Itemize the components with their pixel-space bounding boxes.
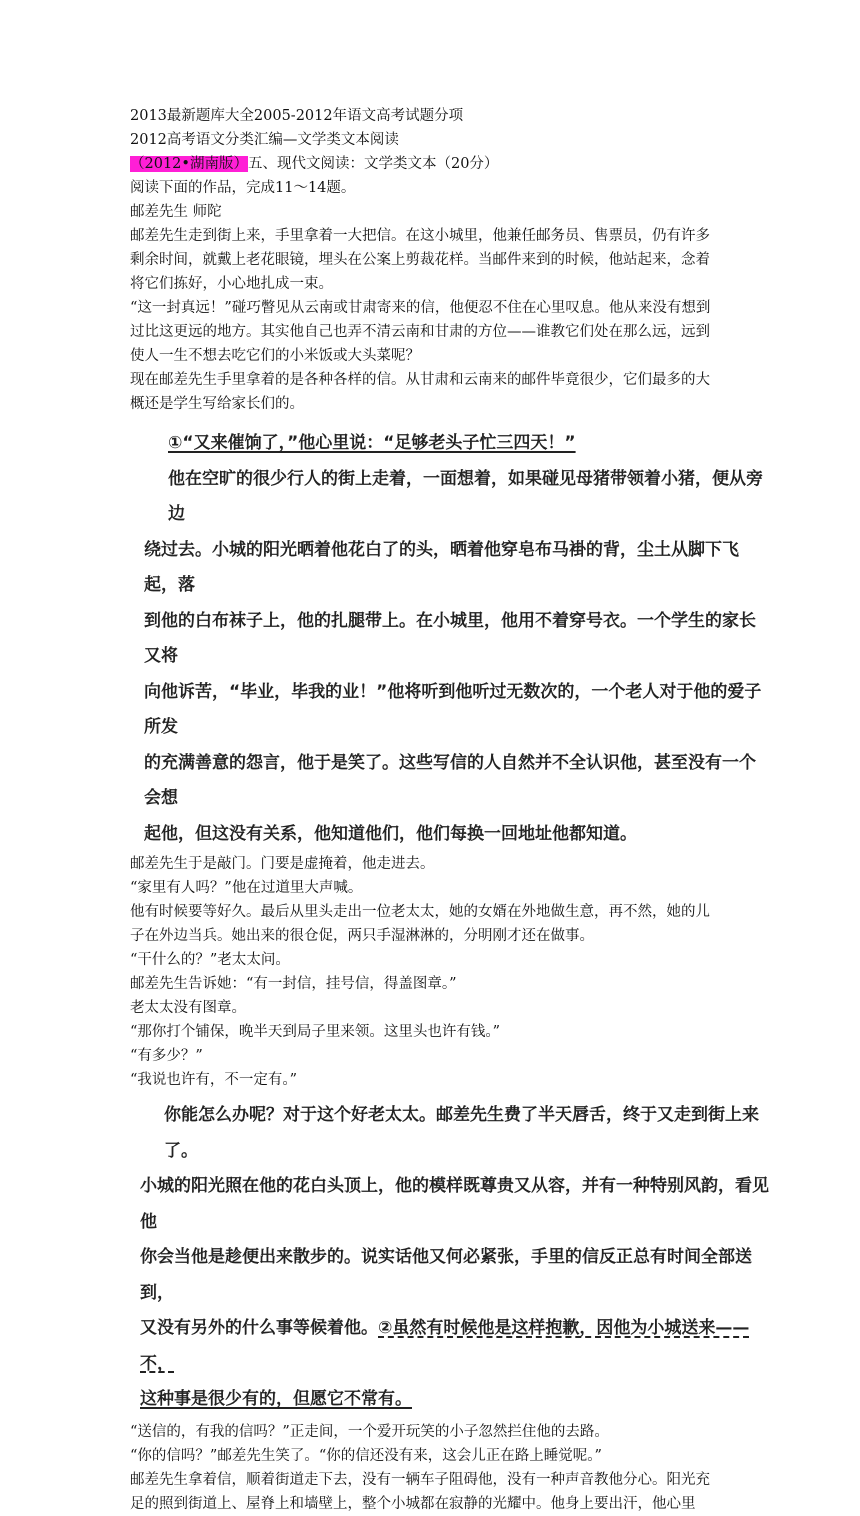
scan-line (140, 1311, 770, 1382)
scan-line: 的充满善意的怨言，他于是笑了。这些写信的人自然并不全认识他，甚至没有一个会想 (144, 752, 756, 808)
text-line: “干什么的？”老太太问。 (130, 952, 290, 968)
document-page (130, 104, 769, 1516)
underlined-sentence-2-end: 这种事是很少有的，但愿它不常有。 (140, 1389, 412, 1409)
text-line: 邮差先生告诉她：“有一封信，挂号信，得盖图章。” (130, 976, 457, 992)
text-line: “家里有人吗？”他在过道里大声喊。 (130, 880, 363, 896)
text-line: 现在邮差先生手里拿着的是各种各样的信。从甘肃和云南来的邮件毕竟很少，它们最多的大 (130, 372, 710, 388)
paragraphs-b (130, 852, 740, 1092)
text-line: “我说也许有，不一定有。” (130, 1072, 298, 1088)
scan-line: 起他，但这没有关系，他知道他们，他们每换一回地址他都知道。 (144, 823, 637, 844)
text-line: 过比这更远的地方。其实他自己也弄不清云南和甘肃的方位——谁教它们处在那么远，远到 (130, 324, 710, 340)
paragraphs-a (130, 224, 740, 416)
scan-plain-text: 又没有另外的什么事等候着他。 (140, 1318, 378, 1338)
work-title: 邮差先生 师陀 (130, 204, 222, 220)
paragraphs-c (130, 1420, 740, 1516)
instruction: 阅读下面的作品，完成11～14题。 (130, 180, 356, 196)
text-line: “送信的，有我的信吗？”正走间，一个爱开玩笑的小子忽然拦住他的去路。 (130, 1423, 609, 1440)
text-line: 邮差先生拿着信，顺着街道走下去，没有一辆车子阻碍他，没有一种声音教他分心。阳光充 (130, 1471, 710, 1488)
text-line: 他有时候要等好久。最后从里头走出一位老太太，她的女婿在外地做生意，再不然，她的儿 (130, 904, 710, 920)
text-line: 足的照到街道上、屋脊上和墙壁上，整个小城都在寂静的光耀中。他身上要出汗，他心里 (130, 1495, 696, 1512)
text-line: 将它们拣好，小心地扎成一束。 (130, 276, 333, 292)
scan-line: 你能怎么办呢？对于这个好老太太。邮差先生费了半天唇舌，终于又走到街上来了。 (164, 1105, 759, 1161)
text-line: “那你打个铺保，晚半天到局子里来领。这里头也许有钱。” (130, 1024, 501, 1040)
source-highlight: （2012•湖南版） (130, 156, 248, 172)
scan-line: 绕过去。小城的阳光晒着他花白了的头，晒着他穿皂布马褂的背，尘土从脚下飞起，落 (144, 539, 739, 595)
scan-line: 小城的阳光照在他的花白头顶上，他的模样既尊贵又从容，并有一种特别风韵，看见他 (140, 1176, 769, 1232)
text-line: 概还是学生写给家长们的。 (130, 396, 304, 412)
text-line: “你的信吗？”邮差先生笑了。“你的信还没有来，这会儿正在路上睡觉呢。” (130, 1447, 602, 1464)
text-line: “有多少？” (130, 1048, 203, 1064)
scan-line: 他在空旷的很少行人的街上走着，一面想着，如果碰见母猪带领着小猪，便从旁边 (168, 468, 763, 524)
section-title: 五、现代文阅读：文学类文本（20分） (247, 156, 499, 172)
scanned-passage-1 (144, 426, 764, 852)
scan-lead-line (168, 426, 764, 462)
text-line: 老太太没有图章。 (130, 1000, 246, 1016)
scanned-passage-2 (140, 1098, 770, 1418)
header-line-1: 2013最新题库大全2005-2012年语文高考试题分项 (130, 108, 464, 124)
text-line: 邮差先生走到街上来，手里拿着一大把信。在这小城里，他兼任邮务员、售票员，仍有许多 (130, 228, 710, 244)
text-line: “这一封真远！”碰巧瞥见从云南或甘肃寄来的信，他便忍不住在心里叹息。他从来没有想到 (130, 300, 711, 316)
header-line-2: 2012高考语文分类汇编—文学类文本阅读 (130, 132, 399, 148)
section-heading (130, 152, 740, 176)
text-line: 邮差先生于是敲门。门要是虚掩着，他走进去。 (130, 856, 435, 872)
scan-line (140, 1382, 770, 1418)
scan-line: 向他诉苦，“毕业，毕我的业！”他将听到他听过无数次的，一个老人对于他的爱子所发 (144, 681, 762, 737)
underlined-sentence-1: ①“又来催饷了，”他心里说：“足够老头子忙三四天！” (168, 433, 576, 453)
scan-line: 你会当他是趁便出来散步的。说实话他又何必紧张，手里的信反正总有时间全部送到， (140, 1247, 752, 1303)
text-line: 子在外边当兵。她出来的很仓促，两只手湿淋淋的，分明刚才还在做事。 (130, 928, 594, 944)
underlined-sentence-2: ②虽然有时候他是这样抱歉，因他为小城送来——不， (140, 1318, 750, 1374)
text-line: 使人一生不想去吃它们的小米饭或大头菜呢？ (130, 348, 420, 364)
text-line: 剩余时间，就戴上老花眼镜，埋头在公案上剪裁花样。当邮件来到的时候，他站起来，念着 (130, 252, 710, 268)
scan-line: 到他的白布袜子上，他的扎腿带上。在小城里，他用不着穿号衣。一个学生的家长又将 (144, 610, 756, 666)
